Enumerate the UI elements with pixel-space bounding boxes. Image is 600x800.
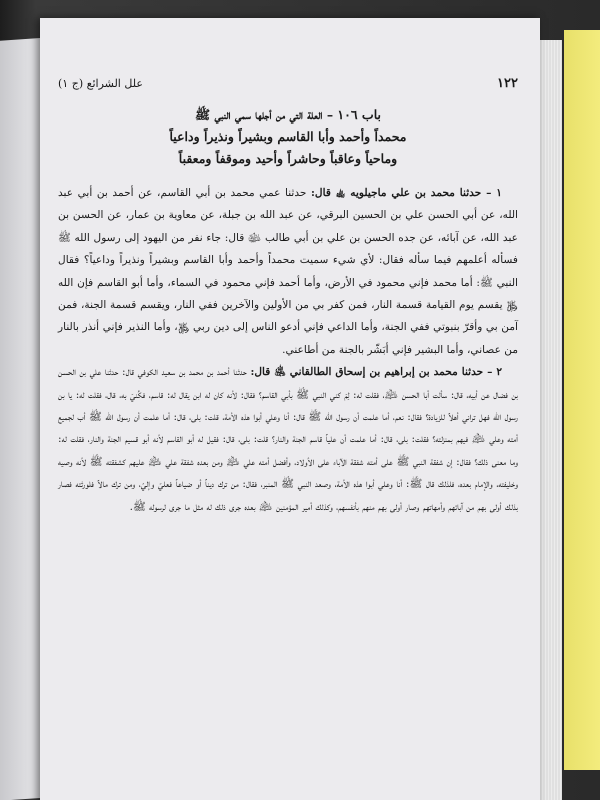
- narration-1-text: حدثنا عمي محمد بن أبي القاسم، عن أحمد بن أبي عبد الله، عن أبي الحسن علي بن الحسين البرقي، عن عبد الله بن جبلة، عن معاوية بن عمار، عن الحسن بن عبد الله، عن آبائه، عن جده الحسن بن علي بن أبي طالب ﵉ قال: جاء نفر من اليهود إلى رسول الله ﷺ فسأله أعلمهم فيما سأله فقال: لأي شيء سميت محمداً وأحمد وأبا القاسم وبشيراً ونذيراً وداعياً؟ فقال النبي ﷺ: أما محمد فإني محمود في الأرض، وأما أحمد فإني محمود في السماء، وأما أبو القاسم فإن الله ﷿ يقسم يوم القيامة قسمة النار، فمن كفر بي من الأولين والآخرين ففي النار، ويقسم قسمة الجنة، فمن آمن بي وأقرّ بنبوتي ففي الجنة، وأما الداعي فإني أدعو الناس إلى دين ربي ﷿، وأما النذير فإني أنذر بالنار من عصاني، وأما البشير فإني أبَشّر بالجنة من أطاعني.: [58, 187, 518, 356]
- chapter-title-line-3: وماحياً وعاقباً وحاشراً وأحيد وموقفاً ومعقباً: [178, 151, 398, 166]
- narration-2-text: حدثنا أحمد بن محمد بن سعيد الكوفي قال: حدثنا علي بن الحسن بن فضال عن أبيه، قال: سألت أبا الحسن ﵇، فقلت له: لِمَ كني النبي ﷺ بأبي القاسم؟ فقال: لأنه كان له ابن يقال له: قاسم، فكُنيَ به، قال، فقلت له: يا بن رسول الله فهل تراني أهلاً للزيادة؟ فقال: نعم، أما علمت أن رسول الله ﷺ قال: أنا وعلي أبوا هذه الأمة، قلت: بلى، قال: أما علمت أن رسول الله ﷺ أب لجميع أمته وعلي ﵇ فيهم بمنزلته؟ فقلت: بلى، قال: أما علمت أن علياً قاسم الجنة والنار؟ قلت: بلى، قال: فقيل له أبو القاسم لأنه أبو قسيم الجنة والنار، فقلت له: وما معنى ذلك؟ فقال: إن شفقة النبي ﷺ على أمته شفقة الآباء على الأولاد، وأفضل أمته علي ﵇ ومن بعده شفقة علي ﵇ عليهم كشفقته ﷺ لأنه وصيه وخليفته، والإمام بعده، فلذلك قال ﷺ: أنا وعلي أبوا هذه الأمة، وصعد النبي ﷺ المنبر، فقال: من ترك ديناً أو ضياعاً فعليّ وإليّ، ومن ترك مالاً فلورثته فصار بذلك أولى بهم من آبائهم وأمهاتهم وصار أولى بهم منهم بأنفسهم، وكذلك أمير المؤمنين ﵇ بعده جرى ذلك له مثل ما جرى لرسوله ﷺ.: [58, 366, 518, 513]
- chapter-title-line-2: محمداً وأحمد وأبا القاسم وبشيراً ونذيراً وداعياً: [169, 129, 407, 144]
- running-header: [58, 76, 518, 92]
- narration-2: [58, 361, 518, 518]
- body-text: [58, 182, 518, 518]
- narration-2-chain: ٢ – حدثنا محمد بن إبراهيم بن إسحاق الطالقاني ﵁ قال:: [250, 366, 503, 379]
- chapter-heading: [58, 104, 518, 170]
- page-number: ١٢٢: [497, 76, 518, 91]
- narration-1: [58, 182, 518, 361]
- running-title: علل الشرائع (ج ١): [58, 77, 143, 90]
- chapter-title-line-1: باب ١٠٦ – العلة التي من أجلها سمي النبي ﷺ: [195, 107, 381, 122]
- book-page: [40, 18, 540, 800]
- narration-1-chain: ١ – حدثنا محمد بن علي ماجيلويه ﵀ قال:: [311, 187, 502, 199]
- left-page-edge: [0, 38, 42, 800]
- yellow-cover-edge: [564, 30, 600, 770]
